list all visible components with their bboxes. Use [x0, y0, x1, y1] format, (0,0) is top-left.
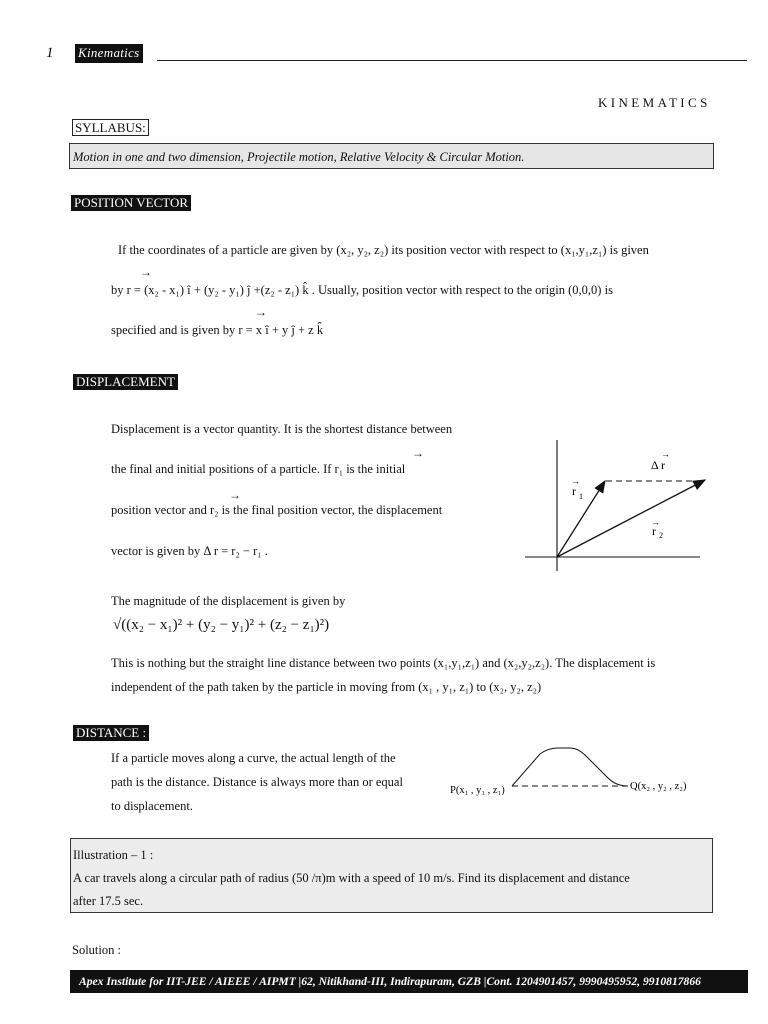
displacement-line-1: Displacement is a vector quantity. It is the shortest distance between	[111, 422, 453, 436]
position-vector-line-2: by r = (x₂ - x₁) î + (y₂ - y₁) ĵ +(z₂ - z₁) k̂ . Usually, position vector with respect to the origin (0,0,0) is	[111, 283, 613, 297]
displacement-para-2-line-1: This is nothing but the straight line distance between two points (x₁,y₁,z₁) and (x₂,y₂,z₂). The displacement is	[111, 656, 656, 670]
vector-arrow-icon: →	[255, 305, 267, 319]
r2-label: r	[652, 524, 656, 538]
magnitude-formula: √((x₂ − x₁)² + (y₂ − y₁)² + (z₂ − z₁)²)	[113, 617, 330, 633]
illustration-box	[70, 838, 713, 913]
position-vector-line-1: If the coordinates of a particle are given by (x₂, y₂, z₂) its position vector with respect to (x₁,y₁,z₁) is given	[118, 243, 649, 257]
vector-arrow-icon: →	[571, 476, 580, 486]
vector-arrow-icon: →	[412, 446, 424, 460]
vector-arrow-icon: →	[661, 449, 670, 459]
chapter-tag: Kinematics	[75, 44, 143, 63]
syllabus-box: Motion in one and two dimension, Projectile motion, Relative Velocity & Circular Motion.	[69, 143, 714, 169]
vector-arrow-icon: →	[140, 265, 152, 279]
page-number: 1	[46, 45, 54, 61]
illustration-line-2: after 17.5 sec.	[73, 894, 144, 908]
vector-arrow-icon: →	[229, 488, 241, 502]
distance-line-3: to displacement.	[111, 799, 193, 813]
position-vector-heading: POSITION VECTOR	[71, 195, 191, 211]
distance-diagram	[448, 740, 708, 802]
header-rule	[157, 60, 747, 61]
page-title: KINEMATICS	[598, 95, 711, 110]
r2-subscript: 2	[659, 531, 663, 540]
position-vector-line-3: specified and is given by r = x î + y ĵ + z k̂	[111, 323, 324, 337]
solution-label: Solution :	[72, 943, 121, 957]
syllabus-label: SYLLABUS:	[72, 119, 149, 136]
delta-r-label: Δ r	[651, 458, 666, 472]
displacement-line-3: position vector and r₂ is the final position vector, the displacement	[111, 503, 443, 517]
displacement-line-4: vector is given by Δ r = r₂ − r₁ .	[111, 544, 268, 558]
point-q-label: Q(x₂ , y₂ , z₂)	[630, 781, 687, 792]
magnitude-intro: The magnitude of the displacement is given by	[111, 594, 346, 608]
displacement-line-2: the final and initial positions of a particle. If r₁ is the initial	[111, 462, 406, 476]
displacement-heading: DISPLACEMENT	[73, 374, 178, 390]
r1-subscript: 1	[579, 492, 583, 501]
distance-line-1: If a particle moves along a curve, the actual length of the	[111, 751, 396, 765]
displacement-diagram	[520, 435, 710, 575]
displacement-para-2-line-2: independent of the path taken by the particle in moving from (x₁ , y₁, z₁) to (x₂, y₂, z₂)	[111, 680, 542, 694]
curved-path	[512, 748, 628, 786]
distance-line-2: path is the distance. Distance is always more than or equal	[111, 775, 403, 789]
footer-banner: Apex Institute for IIT-JEE / AIEEE / AIPMT |62, Nitikhand-III, Indirapuram, GZB |Cont. 1204901457, 9990495952, 9910817866	[70, 970, 748, 993]
distance-heading: DISTANCE :	[73, 725, 149, 741]
vector-arrow-icon: →	[651, 517, 660, 527]
illustration-title: Illustration – 1 :	[73, 848, 154, 862]
illustration-line-1: A car travels along a circular path of radius (50 /π)m with a speed of 10 m/s. Find its displacement and distance	[73, 871, 630, 885]
point-p-label: P(x₁ , y₁ , z₁)	[450, 785, 505, 796]
r1-label: r	[572, 484, 576, 498]
